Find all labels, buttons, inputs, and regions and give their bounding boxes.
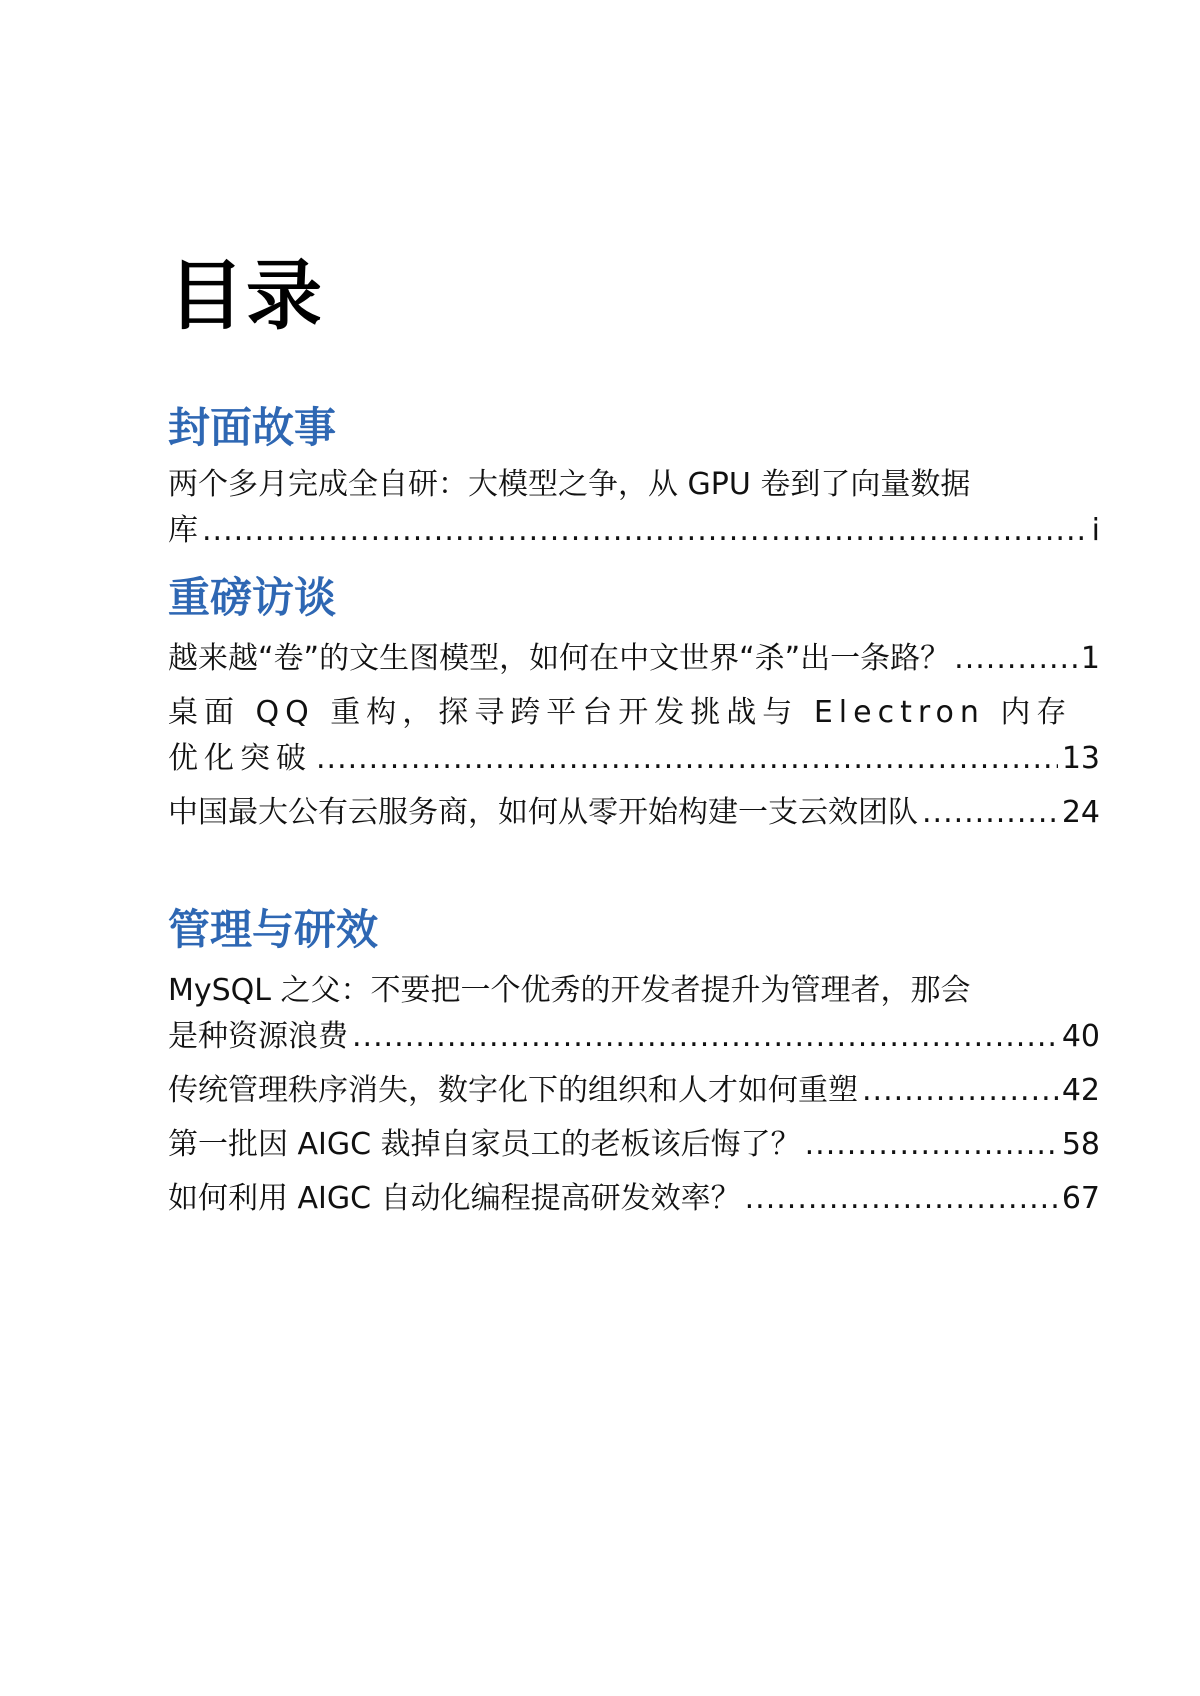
dot-leader <box>316 736 1058 782</box>
section-heading: 管理与研效 <box>168 905 379 954</box>
entry-title-line: 优化突破 <box>168 741 312 776</box>
toc-section-cover-story <box>168 400 1100 554</box>
dot-leader <box>745 1176 1058 1222</box>
entry-title: 第一批因 AIGC 裁掉自家员工的老板该后悔了？ <box>168 1127 801 1162</box>
toc-entry[interactable] <box>168 968 1100 1060</box>
toc-section-management <box>168 902 1100 1222</box>
page-number: 58 <box>1061 1127 1100 1162</box>
toc-entry[interactable] <box>168 1122 1100 1168</box>
entry-title-line: 两个多月完成全自研：大模型之争，从 GPU 卷到了向量数据 <box>168 467 971 502</box>
toc-entry[interactable] <box>168 1176 1100 1222</box>
page-number: 24 <box>1061 795 1100 830</box>
page-number: 67 <box>1061 1181 1100 1216</box>
section-heading: 封面故事 <box>168 403 337 452</box>
entry-title-line: 库 <box>168 513 198 548</box>
page-number: 40 <box>1061 1019 1100 1054</box>
page-number: 1 <box>1080 641 1100 676</box>
entry-title: 如何利用 AIGC 自动化编程提高研发效率？ <box>168 1181 741 1216</box>
entry-title: 越来越“卷”的文生图模型，如何在中文世界“杀”出一条路？ <box>168 641 951 676</box>
toc-section-interviews <box>168 570 1100 836</box>
page-number: i <box>1091 513 1100 548</box>
entry-title-line: 桌面 QQ 重构，探寻跨平台开发挑战与 Electron 内存 <box>168 695 1073 730</box>
entry-title: 中国最大公有云服务商，如何从零开始构建一支云效团队 <box>168 795 918 830</box>
toc-entry[interactable] <box>168 690 1100 782</box>
dot-leader <box>202 508 1088 554</box>
page-number: 42 <box>1061 1073 1100 1108</box>
toc-entry[interactable] <box>168 462 1100 554</box>
dot-leader <box>954 636 1077 682</box>
entry-title: 传统管理秩序消失，数字化下的组织和人才如何重塑 <box>168 1073 858 1108</box>
toc-entry[interactable] <box>168 790 1100 836</box>
toc-entry[interactable] <box>168 636 1100 682</box>
page-title: 目录 <box>168 251 324 340</box>
page-number: 13 <box>1061 741 1100 776</box>
toc-entry[interactable] <box>168 1068 1100 1114</box>
entry-title-line: 是种资源浪费 <box>168 1019 348 1054</box>
dot-leader <box>352 1014 1058 1060</box>
dot-leader <box>805 1122 1058 1168</box>
section-heading: 重磅访谈 <box>168 573 337 622</box>
dot-leader <box>862 1068 1058 1114</box>
dot-leader <box>922 790 1058 836</box>
entry-title-line: MySQL 之父：不要把一个优秀的开发者提升为管理者，那会 <box>168 973 971 1008</box>
